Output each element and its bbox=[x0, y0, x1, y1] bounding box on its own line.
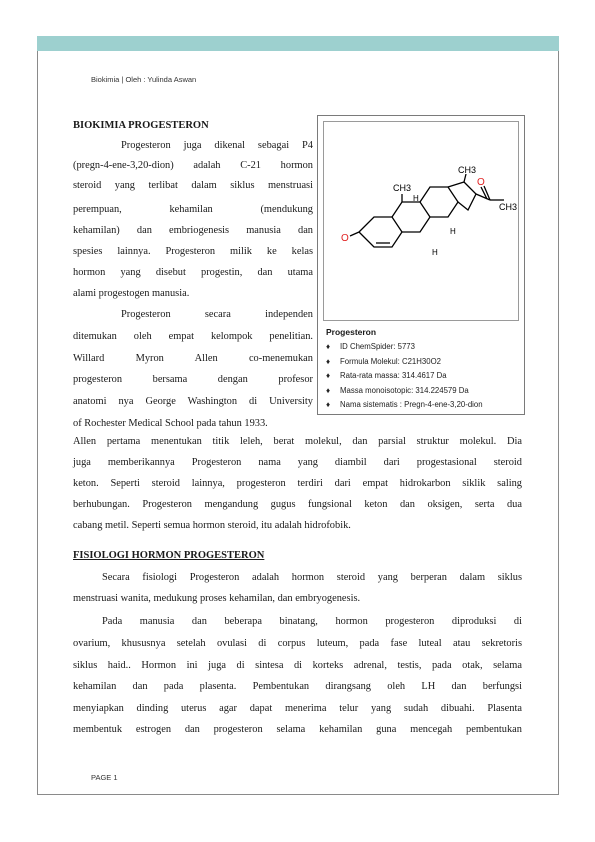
page-number: PAGE 1 bbox=[91, 773, 118, 782]
text-line: keton. Seperti steroid lainnya, progesteron terdiri dari empat hidrokarbon siklik saling bbox=[73, 478, 522, 489]
text-line: Progesteron secara independen bbox=[121, 309, 313, 320]
list-item bbox=[326, 340, 483, 355]
list-item-text: Formula Molekul: C21H30O2 bbox=[340, 356, 441, 366]
label-ch3-sidechain: CH3 bbox=[499, 202, 518, 212]
section-title-fisiologi: FISIOLOGI HORMON PROGESTERON bbox=[73, 550, 265, 561]
text-line: kehamilan) dan embriogenesis manusia dan bbox=[73, 225, 313, 236]
list-item bbox=[326, 355, 483, 370]
running-header: Biokimia | Oleh : Yulinda Aswan bbox=[91, 75, 197, 84]
text-line: perempuan, kehamilan (mendukung bbox=[73, 204, 313, 215]
label-oxygen-ketone: O bbox=[477, 177, 485, 188]
text-line: (pregn-4-ene-3,20-dion) adalah C-21 hormon bbox=[73, 160, 313, 171]
text-line: membentuk estrogen dan progesteron selama kehamilan guna mencegah pembentukan bbox=[73, 724, 522, 735]
diamond-bullet-icon: ♦ bbox=[326, 356, 331, 366]
text-line: juga memberikannya Progesteron nama yang diambil dari progestasional steroid bbox=[73, 457, 522, 468]
text-line: siklus haid.. Hormon ini juga di sintesa di korteks adrenal, testis, pada otak, selama bbox=[73, 660, 522, 671]
progesterone-structure-diagram bbox=[324, 122, 518, 320]
text-line: menstruasi wanita, medukung proses kehamilan, dan embryogenesis. bbox=[73, 593, 361, 604]
text-line: Willard Myron Allen co-menemukan bbox=[73, 353, 313, 364]
text-line: hormon yang disebut progestin, dan utama bbox=[73, 267, 313, 278]
diamond-bullet-icon: ♦ bbox=[326, 342, 331, 351]
text-line: Progesteron juga dikenal sebagai P4 bbox=[121, 140, 313, 151]
text-line: ovarium, khususnya setelah ovulasi di corpus luteum, pada fase luteal atau sekretoris bbox=[73, 638, 522, 649]
text-line: kehamilan dan pada plasenta. Pembentukan dirangsang oleh LH dan berfungsi bbox=[73, 681, 522, 692]
list-item-text: Rata-rata massa: 314.4617 Da bbox=[340, 371, 447, 380]
progesteron-infobox bbox=[317, 115, 525, 415]
label-ch3-left: CH3 bbox=[393, 183, 412, 193]
text-line: Secara fisiologi Progesteron adalah hormon steroid yang berperan dalam siklus bbox=[102, 572, 522, 583]
label-h-bottom: H bbox=[450, 227, 456, 236]
text-line: steroid yang terlibat dalam siklus menstruasi bbox=[73, 180, 313, 191]
list-item bbox=[326, 369, 483, 384]
text-line: progesteron bersama dengan profesor bbox=[73, 374, 313, 385]
list-item bbox=[326, 384, 483, 399]
text-line: menyiapkan dinding uterus agar dapat menerima telur yang sudah dibuahi. Plasenta bbox=[73, 703, 522, 714]
text-line: alami progestogen manusia. bbox=[73, 288, 190, 299]
diamond-bullet-icon: ♦ bbox=[326, 385, 331, 395]
text-line: spesies lainnya. Progesteron milik ke kelas bbox=[73, 246, 313, 257]
diamond-bullet-icon: ♦ bbox=[326, 400, 331, 409]
text-line: cabang metil. Seperti semua hormon steroid, itu adalah hidrofobik. bbox=[73, 520, 351, 531]
label-h-mid: H bbox=[432, 248, 438, 257]
infobox-title: Progesteron bbox=[326, 327, 377, 337]
label-h-top: H bbox=[413, 194, 419, 203]
text-line: of Rochester Medical School pada tahun 1933. bbox=[73, 418, 268, 429]
text-line: berhubungan. Progesteron mengandung gugus fungsional keton dan oksigen, serta dua bbox=[73, 499, 522, 510]
diamond-bullet-icon: ♦ bbox=[326, 371, 331, 380]
section-title-biokimia: BIOKIMIA PROGESTERON bbox=[73, 120, 209, 131]
list-item bbox=[326, 398, 483, 413]
infobox-list bbox=[326, 340, 483, 413]
molecule-figure bbox=[323, 121, 519, 321]
text-line: ditemukan oleh empat kelompok penelitian. bbox=[73, 331, 313, 342]
header-color-band bbox=[37, 36, 559, 51]
label-oxygen-ring: O bbox=[341, 233, 349, 244]
list-item-text: ID ChemSpider: 5773 bbox=[340, 342, 415, 351]
text-line: Pada manusia dan beberapa binatang, hormon progesteron diproduksi di bbox=[102, 616, 522, 627]
list-item-text: Nama sistematis : Pregn-4-ene-3,20-dion bbox=[340, 400, 483, 409]
text-line: anatomi nya George Washington di University bbox=[73, 396, 313, 407]
list-item-text: Massa monoisotopic: 314.224579 Da bbox=[340, 385, 469, 395]
text-line: Allen pertama menentukan titik leleh, berat molekul, dan parsial struktur molekul. Dia bbox=[73, 436, 522, 447]
label-ch3-right: CH3 bbox=[458, 165, 477, 175]
